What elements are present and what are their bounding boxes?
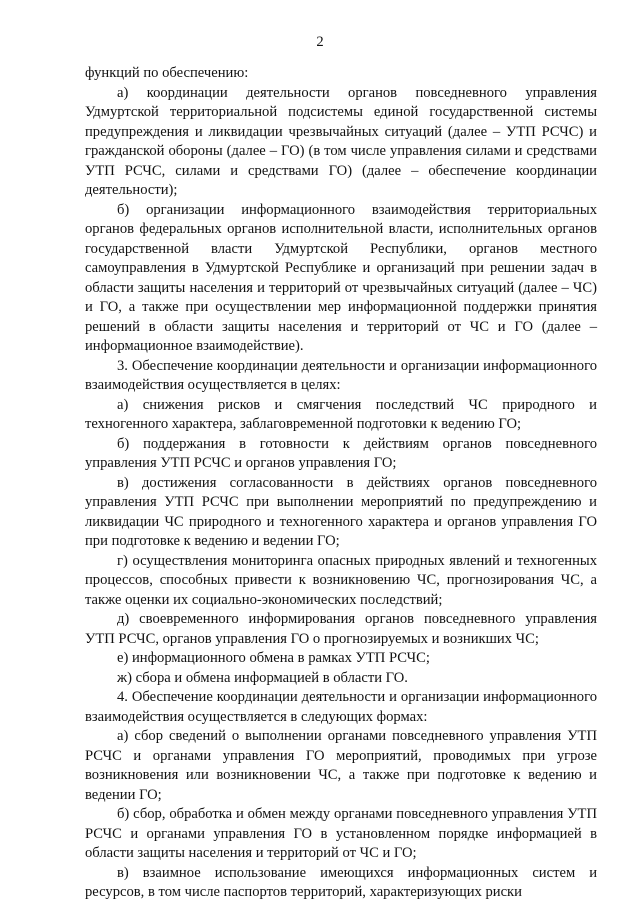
paragraph: а) снижения рисков и смягчения последствий ЧС природного и техногенного характера, заблаговременной подготовки к ведению ГО;: [85, 396, 597, 432]
paragraph: 4. Обеспечение координации деятельности и организации информационного взаимодействия осуществляется в следующих формах:: [85, 689, 597, 725]
paragraph: е) информационного обмена в рамках УТП РСЧС;: [117, 650, 430, 666]
paragraph: а) координации деятельности органов повседневного управления Удмуртской территориальной подсистемы единой государственной системы предупреждения и ликвидации чрезвычайных ситуаций (далее – УТП РСЧС) и гражданской обороны (далее – ГО) (в том числе управления силами и средствами УТП РСЧС, силами и средствами ГО) (далее – обеспечение координации деятельности);: [85, 84, 597, 198]
paragraph: в) достижения согласованности в действиях органов повседневного управления УТП РСЧС при выполнении мероприятий по предупреждению и ликвидации ЧС природного и техногенного характера и органов управления ГО при подготовке к ведению и ведении ГО;: [85, 474, 597, 549]
paragraph: а) сбор сведений о выполнении органами повседневного управления УТП РСЧС и органами управления ГО мероприятий, проводимых при угрозе возникновения или возникновении ЧС, а также при подготовке к ведению и ведении ГО;: [85, 728, 597, 803]
paragraph: в) взаимное использование имеющихся информационных систем и ресурсов, в том числе паспортов территорий, характеризующих риски: [85, 864, 597, 900]
paragraph: 3. Обеспечение координации деятельности и организации информационного взаимодействия осуществляется в целях:: [85, 357, 597, 393]
page-number: 2: [316, 34, 324, 50]
document-body: [85, 64, 597, 903]
paragraph: б) поддержания в готовности к действиям органов повседневного управления УТП РСЧС и органов управления ГО;: [85, 435, 597, 471]
paragraph: функций по обеспечению:: [85, 65, 249, 81]
paragraph: д) своевременного информирования органов повседневного управления УТП РСЧС, органов управления ГО о прогнозируемых и возникших ЧС;: [85, 611, 597, 647]
paragraph: г) осуществления мониторинга опасных природных явлений и техногенных процессов, способных привести к возникновению ЧС, прогнозирования ЧС, а также оценки их социально-экономических последствий;: [85, 552, 597, 608]
paragraph: ж) сбора и обмена информацией в области ГО.: [117, 669, 408, 686]
paragraph: б) организации информационного взаимодействия территориальных органов федеральных органов исполнительной власти, исполнительных органов государственной власти Удмуртской Республики, органов местного самоуправления в Удмуртской Республике и организаций при решении задач в области защиты населения и территорий от чрезвычайных ситуаций (далее – ЧС) и ГО, а также при осуществлении мер информационной поддержки принятия решений в области защиты населения и территорий от ЧС и ГО (далее – информационное взаимодействие).: [85, 201, 597, 354]
paragraph: б) сбор, обработка и обмен между органами повседневного управления УТП РСЧС и органами управления ГО в установленном порядке информацией в области защиты населения и территорий от ЧС и ГО;: [85, 806, 597, 861]
